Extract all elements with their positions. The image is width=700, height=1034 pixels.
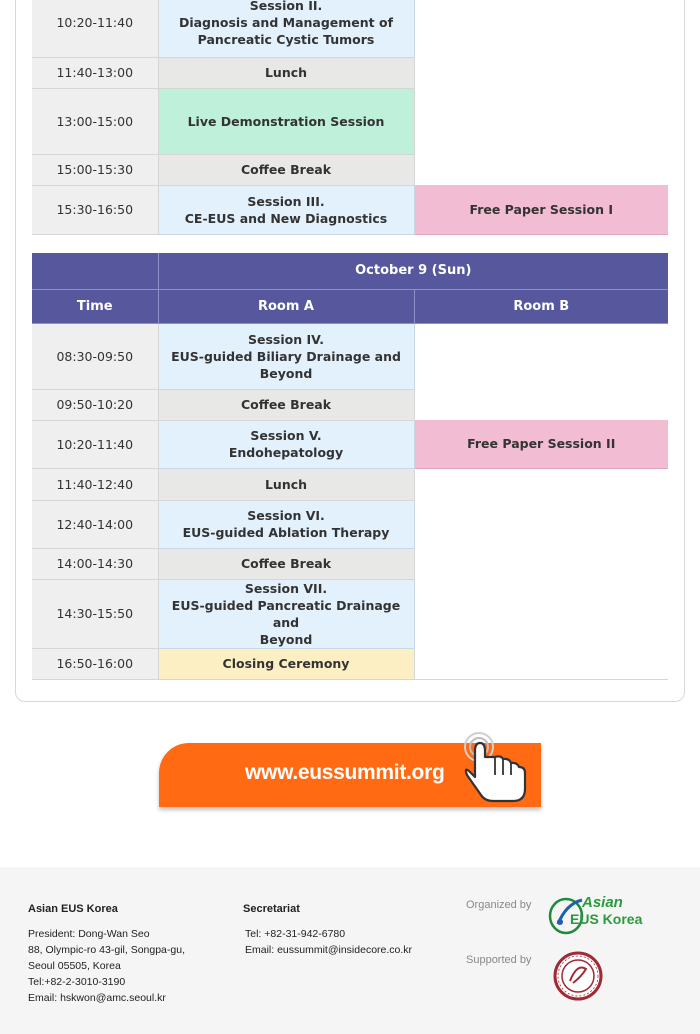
time-cell: 11:40-13:00 xyxy=(32,57,158,88)
secretariat-title: Secretariat xyxy=(243,903,300,915)
secretariat-email[interactable]: Email: eussummit@insidecore.co.kr xyxy=(245,944,413,956)
org-title: Asian EUS Korea xyxy=(28,903,118,915)
hand-pointer-icon xyxy=(459,729,539,809)
society-seal-icon xyxy=(553,951,603,1001)
asian-eus-korea-logo xyxy=(548,894,658,938)
table-row xyxy=(32,648,668,679)
secretariat-tel: Tel: +82-31-942-6780 xyxy=(245,928,346,940)
session-cell: Session IV. EUS-guided Biliary Drainage and Beyond xyxy=(158,323,414,389)
break-cell: Coffee Break xyxy=(158,154,414,185)
time-cell: 11:40-12:40 xyxy=(32,468,158,500)
session-cell: Session III. CE-EUS and New Diagnostics xyxy=(158,185,414,234)
session-cell: Session VI. EUS-guided Ablation Therapy xyxy=(158,500,414,548)
secretariat-contact xyxy=(243,901,412,958)
org-tel: Tel:+82-2-3010-3190 xyxy=(28,976,126,988)
table-row xyxy=(32,0,668,57)
table-row xyxy=(32,185,668,234)
schedule-table-day2 xyxy=(32,253,668,680)
table-row xyxy=(32,548,668,579)
organized-by-label: Organized by xyxy=(466,899,532,911)
break-cell: Coffee Break xyxy=(158,548,414,579)
break-cell: Lunch xyxy=(158,468,414,500)
table-row xyxy=(32,323,668,389)
time-cell: 12:40-14:00 xyxy=(32,500,158,548)
time-cell: 13:00-15:00 xyxy=(32,88,158,154)
live-demo-cell: Live Demonstration Session xyxy=(158,88,414,154)
logo-text-asian: Asian xyxy=(582,894,623,911)
time-cell: 10:20-11:40 xyxy=(32,420,158,468)
time-header: Time xyxy=(32,289,158,323)
break-cell: Lunch xyxy=(158,57,414,88)
room-a-header: Room A xyxy=(158,289,414,323)
org-email[interactable]: Email: hskwon@amc.seoul.kr xyxy=(28,992,166,1004)
column-header-row xyxy=(32,289,668,323)
session-cell: Session V. Endohepatology xyxy=(158,420,414,468)
table-row xyxy=(32,579,668,648)
logo-text-eus-korea: EUS Korea xyxy=(570,911,643,927)
time-cell: 09:50-10:20 xyxy=(32,389,158,420)
session-cell: Session II. Diagnosis and Management of Pancreatic Cystic Tumors xyxy=(158,0,414,57)
org-president: President: Dong-Wan Seo xyxy=(28,928,150,940)
time-cell: 14:30-15:50 xyxy=(32,579,158,648)
date-header-row xyxy=(32,253,668,289)
time-cell: 14:00-14:30 xyxy=(32,548,158,579)
org-address-2: Seoul 05505, Korea xyxy=(28,960,121,972)
time-cell: 08:30-09:50 xyxy=(32,323,158,389)
time-cell: 16:50-16:00 xyxy=(32,648,158,679)
time-cell: 15:30-16:50 xyxy=(32,185,158,234)
time-cell: 10:20-11:40 xyxy=(32,0,158,57)
table-row xyxy=(32,420,668,468)
table-row xyxy=(32,468,668,500)
footer xyxy=(0,867,700,1034)
schedule-table-day1 xyxy=(32,0,668,235)
website-banner-button[interactable] xyxy=(159,743,541,807)
room-b-header: Room B xyxy=(414,289,668,323)
table-row xyxy=(32,154,668,185)
table-row xyxy=(32,57,668,88)
supported-by-label: Supported by xyxy=(466,954,532,966)
table-row xyxy=(32,88,668,154)
closing-cell: Closing Ceremony xyxy=(158,648,414,679)
free-paper-cell: Free Paper Session II xyxy=(414,420,668,468)
date-header: October 9 (Sun) xyxy=(158,253,668,289)
time-cell: 15:00-15:30 xyxy=(32,154,158,185)
session-cell: Session VII. EUS-guided Pancreatic Drainage and Beyond xyxy=(158,579,414,648)
break-cell: Coffee Break xyxy=(158,389,414,420)
table-row xyxy=(32,500,668,548)
org-address-1: 88, Olympic-ro 43-gil, Songpa-gu, xyxy=(28,944,185,956)
free-paper-cell: Free Paper Session I xyxy=(414,185,668,234)
table-row xyxy=(32,389,668,420)
website-url[interactable]: www.eussummit.org xyxy=(245,761,445,784)
org-contact xyxy=(28,901,185,1006)
